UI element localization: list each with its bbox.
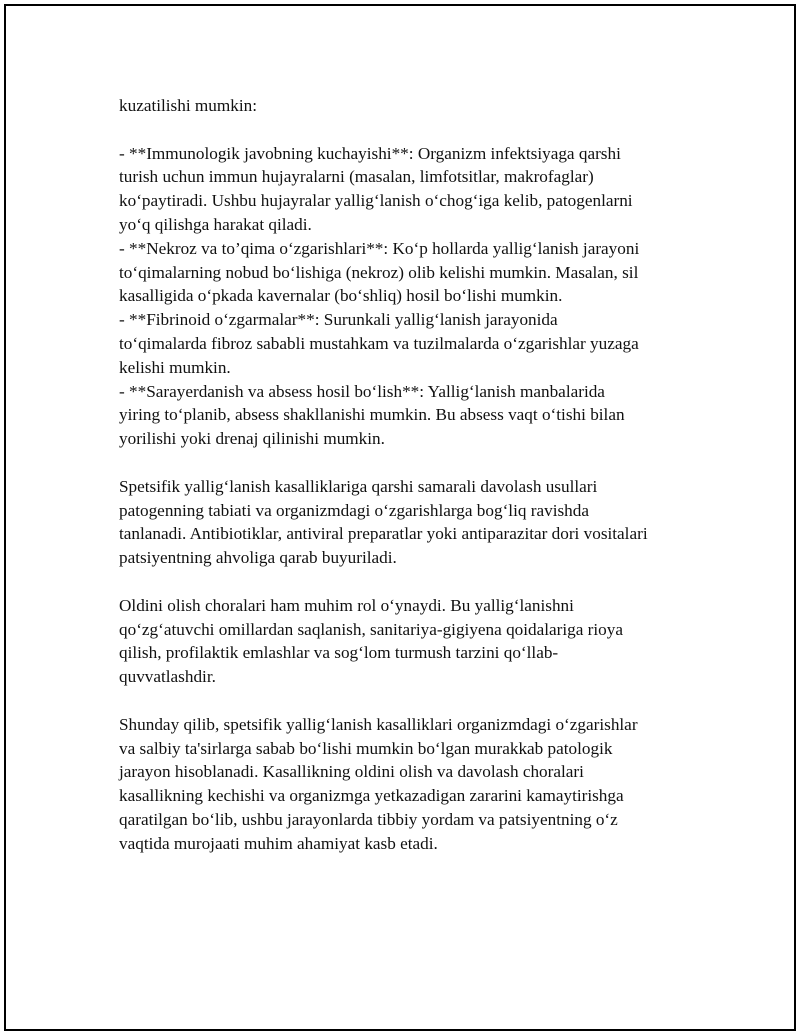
text-line: turish uchun immun hujayralarni (masalan, limfotsitlar, makrofaglar) <box>119 167 594 187</box>
text-line: qaratilgan boʻlib, ushbu jarayonlarda tibbiy yordam va patsiyentning oʻz <box>119 809 618 829</box>
text-line: yoʻq qilishga harakat qiladi. <box>119 214 312 234</box>
text-line: toʻqimalarda fibroz sababli mustahkam va tuzilmalarda oʻzgarishlar yuzaga <box>119 333 639 353</box>
text-line: va salbiy ta'sirlarga sabab boʻlishi mumkin boʻlgan murakkab patologik <box>119 738 613 758</box>
text-line: toʻqimalarning nobud boʻlishiga (nekroz) olib kelishi mumkin. Masalan, sil <box>119 262 639 282</box>
text-line: Spetsifik yalligʻlanish kasalliklariga qarshi samarali davolash usullari <box>119 476 598 496</box>
text-line: vaqtida murojaati muhim ahamiyat kasb etadi. <box>119 833 438 853</box>
document-body <box>119 94 699 856</box>
paragraph-conclusion <box>119 713 699 856</box>
text-line: kelishi mumkin. <box>119 357 231 377</box>
text-line: koʻpaytiradi. Ushbu hujayralar yalligʻlanish oʻchogʻiga kelib, patogenlarni <box>119 191 633 211</box>
text-line: - **Fibrinoid oʻzgarmalar**: Surunkali yalligʻlanish jarayonida <box>119 310 558 330</box>
text-line: jarayon hisoblanadi. Kasallikning oldini olish va davolash choralari <box>119 762 584 782</box>
paragraph-treatment <box>119 475 699 570</box>
paragraph-prevention <box>119 594 699 689</box>
text-line: yiring toʻplanib, absess shakllanishi mumkin. Bu absess vaqt oʻtishi bilan <box>119 405 625 425</box>
document-page <box>5 5 795 1030</box>
text-line: kasallikning kechishi va organizmga yetkazadigan zararini kamaytirishga <box>119 786 624 806</box>
paragraph-gap <box>119 451 699 475</box>
text-line: kasalligida oʻpkada kavernalar (boʻshliq) hosil boʻlishi mumkin. <box>119 286 563 306</box>
text-line: kuzatilishi mumkin: <box>119 96 257 115</box>
text-line: - **Nekroz va to’qima oʻzgarishlari**: Koʻp hollarda yalligʻlanish jarayoni <box>119 238 640 258</box>
text-line: - **Sarayerdanish va absess hosil boʻlish**: Yalligʻlanish manbalarida <box>119 381 605 401</box>
paragraph-gap <box>119 118 699 142</box>
text-line: Oldini olish choralari ham muhim rol oʻynaydi. Bu yalligʻlanishni <box>119 595 574 615</box>
text-line: patsiyentning ahvoliga qarab buyuriladi. <box>119 548 397 568</box>
text-line: quvvatlashdir. <box>119 667 216 687</box>
paragraph-gap <box>119 689 699 713</box>
text-line: yorilishi yoki drenaj qilinishi mumkin. <box>119 429 385 449</box>
text-line: tanlanadi. Antibiotiklar, antiviral preparatlar yoki antiparazitar dori vositalari <box>119 524 648 544</box>
text-line: qoʻzgʻatuvchi omillardan saqlanish, sanitariya-gigiyena qoidalariga rioya <box>119 619 623 639</box>
text-line: patogenning tabiati va organizmdagi oʻzgarishlarga bogʻliq ravishda <box>119 500 589 520</box>
paragraph-list <box>119 142 699 451</box>
text-line: - **Immunologik javobning kuchayishi**: Organizm infektsiyaga qarshi <box>119 143 621 163</box>
text-line: qilish, profilaktik emlashlar va sogʻlom turmush tarzini qoʻllab- <box>119 643 559 663</box>
paragraph-intro <box>119 94 699 118</box>
paragraph-gap <box>119 570 699 594</box>
text-line: Shunday qilib, spetsifik yalligʻlanish kasalliklari organizmdagi oʻzgarishlar <box>119 714 638 734</box>
